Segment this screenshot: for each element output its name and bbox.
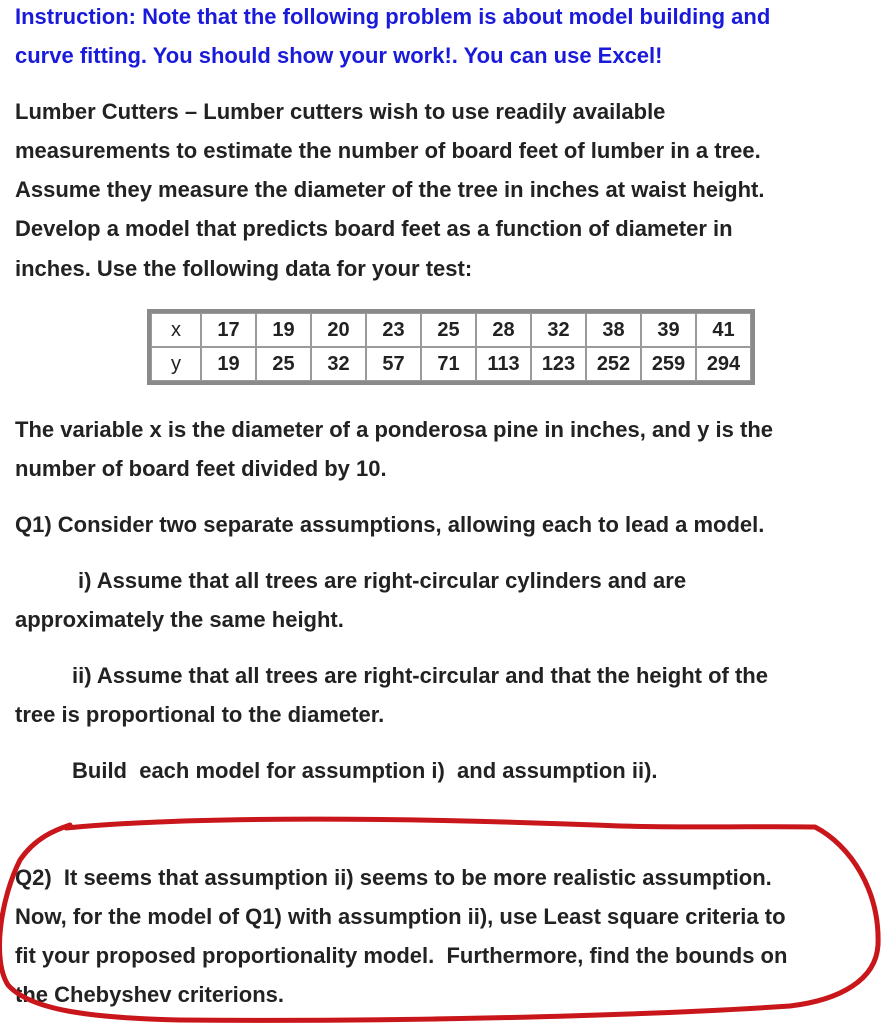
q2-line-3: fit your proposed proportionality model. Furthermore, find the bounds on — [15, 943, 788, 968]
y-cell: 32 — [311, 347, 366, 381]
q1-line: Q1) Consider two separate assumptions, allowing each to lead a model. — [15, 512, 765, 537]
table-row-y — [151, 347, 751, 381]
x-cell: 41 — [696, 313, 751, 347]
intro-line-2: measurements to estimate the number of board feet of lumber in a tree. — [15, 138, 761, 163]
x-label-cell: x — [151, 313, 201, 347]
x-cell: 39 — [641, 313, 696, 347]
table-row-x — [151, 313, 751, 347]
y-cell: 252 — [586, 347, 641, 381]
y-cell: 294 — [696, 347, 751, 381]
y-cell: 25 — [256, 347, 311, 381]
x-cell: 28 — [476, 313, 531, 347]
q1-build-line: Build each model for assumption i) and assumption ii). — [72, 758, 658, 783]
q2-line-4: the Chebyshev criterions. — [15, 982, 284, 1007]
x-cell: 38 — [586, 313, 641, 347]
q1-ii-line-2: tree is proportional to the diameter. — [15, 702, 385, 727]
intro-line-3: Assume they measure the diameter of the tree in inches at waist height. — [15, 177, 765, 202]
y-cell: 71 — [421, 347, 476, 381]
variable-note-line-2: number of board feet divided by 10. — [15, 456, 387, 481]
y-cell: 113 — [476, 347, 531, 381]
x-cell: 20 — [311, 313, 366, 347]
instruction-line-1: Instruction: Note that the following problem is about model building and — [15, 4, 771, 29]
intro-line-5: inches. Use the following data for your test: — [15, 256, 473, 281]
y-label-cell: y — [151, 347, 201, 381]
x-cell: 25 — [421, 313, 476, 347]
q2-line-2: Now, for the model of Q1) with assumption ii), use Least square criteria to — [15, 904, 786, 929]
y-cell: 259 — [641, 347, 696, 381]
x-cell: 19 — [256, 313, 311, 347]
intro-line-4: Develop a model that predicts board feet as a function of diameter in — [15, 216, 733, 241]
data-table — [147, 309, 755, 385]
q1-i-line-2: approximately the same height. — [15, 607, 344, 632]
variable-note-line-1: The variable x is the diameter of a ponderosa pine in inches, and y is the — [15, 417, 773, 442]
x-cell: 32 — [531, 313, 586, 347]
intro-line-1: Lumber Cutters – Lumber cutters wish to use readily available — [15, 99, 666, 124]
instruction-line-2: curve fitting. You should show your work!. You can use Excel! — [15, 43, 663, 68]
q2-line-1: Q2) It seems that assumption ii) seems to be more realistic assumption. — [15, 865, 772, 890]
y-cell: 57 — [366, 347, 421, 381]
q1-ii-line-1: ii) Assume that all trees are right-circular and that the height of the — [72, 663, 768, 688]
y-cell: 19 — [201, 347, 256, 381]
x-cell: 17 — [201, 313, 256, 347]
y-cell: 123 — [531, 347, 586, 381]
x-cell: 23 — [366, 313, 421, 347]
q1-i-line-1: i) Assume that all trees are right-circular cylinders and are — [78, 568, 687, 593]
